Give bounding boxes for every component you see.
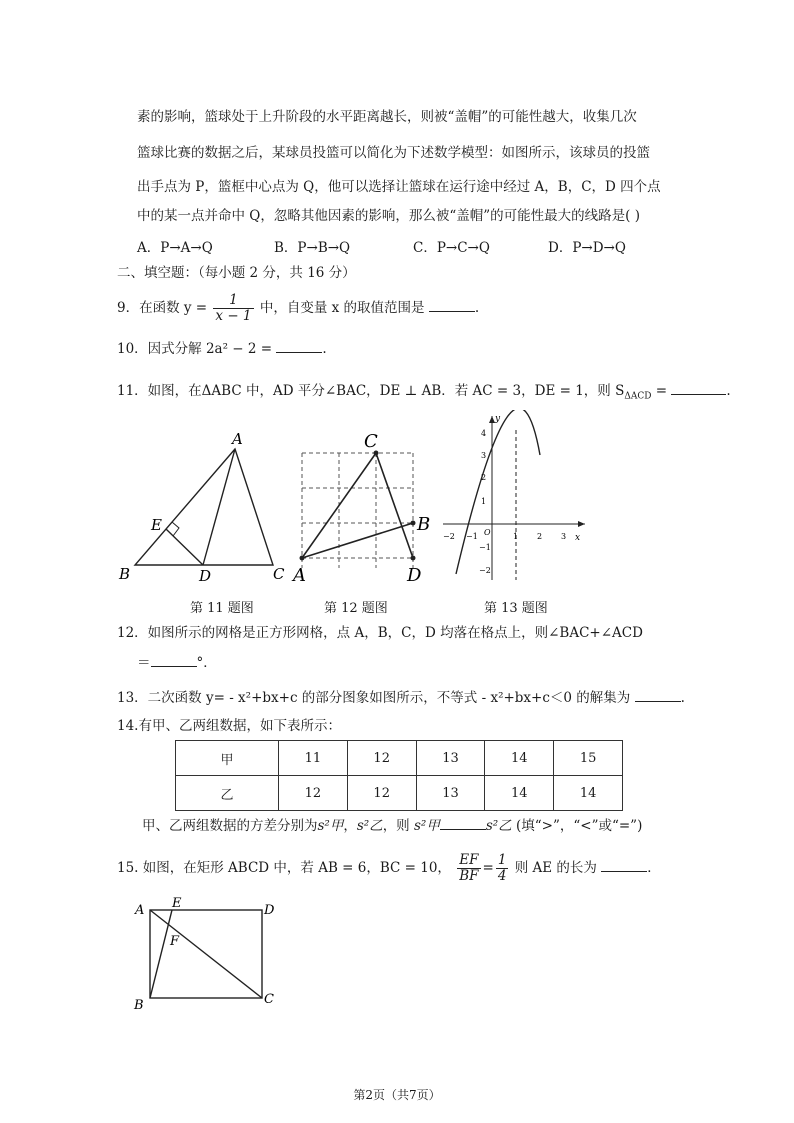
fig13-ytick-1: 1	[481, 497, 487, 506]
question-11: 11．如图，在ΔABC 中，AD 平分∠BAC，DE ⊥ AB．若 AC = 3，DE = 1，则 $S_{\Delta ACD}$ = .	[117, 380, 731, 407]
fig12-label-d: D	[407, 565, 422, 586]
fig13-x-arrow	[578, 521, 585, 527]
q13-answer-blank[interactable]	[635, 687, 681, 702]
question-13: 13．二次函数 y= - x²+bx+c 的部分图象如图所示，不等式 - x²+bx+c＜0 的解集为 .	[117, 687, 685, 708]
question-9: 9．在函数 y = $\frac{1}{x - 1}$ 中，自变量 x 的取值范围是 .	[117, 292, 480, 324]
fig11-triangle-abc	[135, 449, 273, 565]
fig15-label-e: E	[172, 896, 182, 911]
passage-line-3: 出手点为 P，篮框中心点为 Q，他可以选择让篮球在运行途中经过 A，B，C，D 四个点	[137, 179, 661, 195]
passage-line-1: 素的影响，篮球处于上升阶段的水平距离越长，则被“盖帽”的可能性越大，收集几次	[137, 109, 637, 125]
q11-answer-blank[interactable]	[671, 380, 726, 395]
fig11-label-a: A	[232, 430, 243, 448]
figure-11-triangle	[115, 425, 295, 590]
q14-s-jia-compare: s²甲	[413, 818, 440, 834]
q15-fraction-ef-bf	[457, 853, 480, 884]
fig13-ytick-4: 4	[481, 429, 487, 438]
question-14-variance: 甲、乙两组数据的方差分别为s²甲，s²乙，则 s²甲 s²乙 (填“>”，“<”或“=”)	[142, 815, 642, 836]
choice-a: A．P→A→Q	[137, 240, 213, 256]
choice-d: D．P→D→Q	[548, 240, 626, 256]
fig13-xtick-1: 1	[513, 532, 519, 541]
fig12-segment-ab	[302, 523, 413, 558]
table-cell: 13	[416, 776, 485, 811]
fig12-point-b	[411, 521, 416, 526]
fig13-y-label: y	[495, 414, 501, 424]
fig11-label-c: C	[273, 565, 285, 583]
fig11-segment-ad	[203, 449, 235, 565]
question-15: 15. 如图，在矩形 ABCD 中，若 AB = 6，BC = 10， $\frac{EF}{BF}$ = $\frac{1}{4}$ 则 AE 的长为 ．	[117, 852, 661, 884]
figure-12-grid	[290, 425, 440, 590]
q9-numerator: 1	[213, 293, 253, 309]
choice-c: C．P→C→Q	[413, 240, 490, 256]
q9-answer-blank[interactable]	[429, 297, 475, 312]
fig13-xtick-2: 2	[537, 532, 543, 541]
caption-figure-13: 第 13 题图	[484, 601, 548, 616]
table-cell: 15	[554, 741, 623, 776]
q14-answer-blank[interactable]	[440, 815, 486, 830]
q11-post: =	[651, 383, 668, 399]
q15-num-ef: EF	[457, 853, 480, 869]
table-cell: 12	[279, 776, 348, 811]
caption-figure-11: 第 11 题图	[190, 601, 254, 616]
fig13-xtick-neg2: −2	[443, 532, 455, 541]
passage-line-2: 篮球比赛的数据之后，某球员投篮可以简化为下述数学模型：如图所示，该球员的投篮	[137, 145, 650, 161]
q13-text: 13．二次函数 y= - x²+bx+c 的部分图象如图所示，不等式 - x²+bx+c＜0 的解集为	[117, 690, 631, 706]
question-12-line-2	[137, 652, 217, 673]
q9-post: 中，自变量 x 的取值范围是	[259, 300, 425, 316]
fig13-xtick-neg1: −1	[466, 532, 478, 541]
fig13-ytick-3: 3	[481, 451, 487, 460]
q14-s-yi-compare: s²乙	[485, 818, 512, 834]
q15-equals: =	[482, 860, 494, 876]
q12-equals: ＝	[137, 655, 151, 671]
q9-denominator: x − 1	[215, 308, 252, 324]
fig12-point-d	[411, 556, 416, 561]
data-table	[175, 740, 623, 811]
section-heading: 二、填空题：（每小题 2 分，共 16 分）	[117, 265, 356, 281]
fig12-point-a	[300, 556, 305, 561]
q15-answer-blank[interactable]	[601, 857, 647, 872]
fig15-label-b: B	[134, 998, 144, 1013]
choice-b: B．P→B→Q	[274, 240, 351, 256]
q11-subscript: ΔACD	[624, 391, 652, 402]
q15-den-4: 4	[497, 868, 507, 884]
q12-answer-blank[interactable]	[151, 652, 197, 667]
fig13-x-label: x	[575, 533, 581, 543]
q15-num-1: 1	[497, 852, 507, 868]
q14-variance-mid: ，则	[382, 818, 410, 834]
q9-fraction	[213, 293, 253, 324]
table-cell: 13	[416, 741, 485, 776]
table-cell: 甲	[176, 741, 279, 776]
fig12-segment-cd	[376, 453, 413, 558]
fig15-segment-be	[150, 910, 172, 998]
page-footer: 第2页（共7页）	[353, 1088, 441, 1102]
fig15-label-a: A	[135, 903, 145, 918]
fig12-label-c: C	[364, 431, 378, 452]
fig12-label-b: B	[417, 514, 431, 535]
fig11-label-e: E	[151, 516, 162, 534]
fig11-label-d: D	[199, 567, 212, 585]
fig11-segment-de	[166, 529, 203, 565]
fig11-right-angle-mark	[172, 522, 179, 536]
table-cell: 14	[485, 741, 554, 776]
question-12-line-1: 12．如图所示的网格是正方形网格，点 A，B，C，D 均落在格点上，则∠BAC+∠ACD	[117, 625, 643, 641]
table-cell: 乙	[176, 776, 279, 811]
figure-13-parabola-graph	[435, 410, 595, 595]
fig13-parabola-curve	[456, 410, 543, 574]
fig15-label-f: F	[170, 934, 180, 949]
q15-post: 则 AE 的长为	[514, 860, 597, 876]
fig13-ytick-neg1: −1	[479, 543, 491, 552]
q10-answer-blank[interactable]	[276, 338, 322, 353]
q14-s-jia: s²甲	[317, 818, 344, 834]
fig15-label-c: C	[264, 992, 274, 1007]
question-14: 14.有甲、乙两组数据，如下表所示：	[117, 718, 341, 734]
table-cell: 12	[347, 776, 416, 811]
passage-line-4: 中的某一点并命中 Q，忽略其他因素的影响，那么被“盖帽”的可能性最大的线路是( )	[137, 208, 640, 224]
fig11-label-b: B	[119, 565, 131, 583]
fig13-ytick-neg2: −2	[479, 566, 491, 575]
q11-text: 11．如图，在ΔABC 中，AD 平分∠BAC，DE ⊥ AB．若 AC = 3，DE = 1，则 S	[117, 383, 625, 399]
q15-den-bf: BF	[459, 868, 479, 884]
fig13-xtick-3: 3	[561, 532, 567, 541]
q14-variance-post: (填“>”，“<”或“=”)	[515, 818, 643, 834]
fig12-label-a: A	[293, 565, 306, 586]
table-cell: 14	[554, 776, 623, 811]
table-cell: 12	[347, 741, 416, 776]
fig15-label-d: D	[264, 903, 275, 918]
q14-variance-pre: 甲、乙两组数据的方差分别为	[142, 818, 318, 834]
table-cell: 11	[279, 741, 348, 776]
q12-degree: °．	[196, 655, 217, 671]
question-10: 10．因式分解 2a² − 2 = .	[117, 338, 327, 359]
fig13-origin-label: O	[484, 528, 491, 537]
table-cell: 14	[485, 776, 554, 811]
q10-text: 10．因式分解 2a² − 2 =	[117, 341, 273, 357]
figure-15-rectangle	[125, 895, 290, 1020]
q14-s-yi: s²乙	[356, 818, 383, 834]
fig13-ytick-2: 2	[481, 473, 487, 482]
q15-pre: 15. 如图，在矩形 ABCD 中，若 AB = 6，BC = 10，	[117, 860, 451, 876]
q15-fraction-quarter	[496, 853, 509, 884]
table-row-yi	[176, 776, 623, 811]
fig15-diagonal-ac	[150, 910, 262, 998]
caption-figure-12: 第 12 题图	[324, 601, 388, 616]
table-row-jia	[176, 741, 623, 776]
q9-pre: 9．在函数 y =	[117, 300, 208, 316]
